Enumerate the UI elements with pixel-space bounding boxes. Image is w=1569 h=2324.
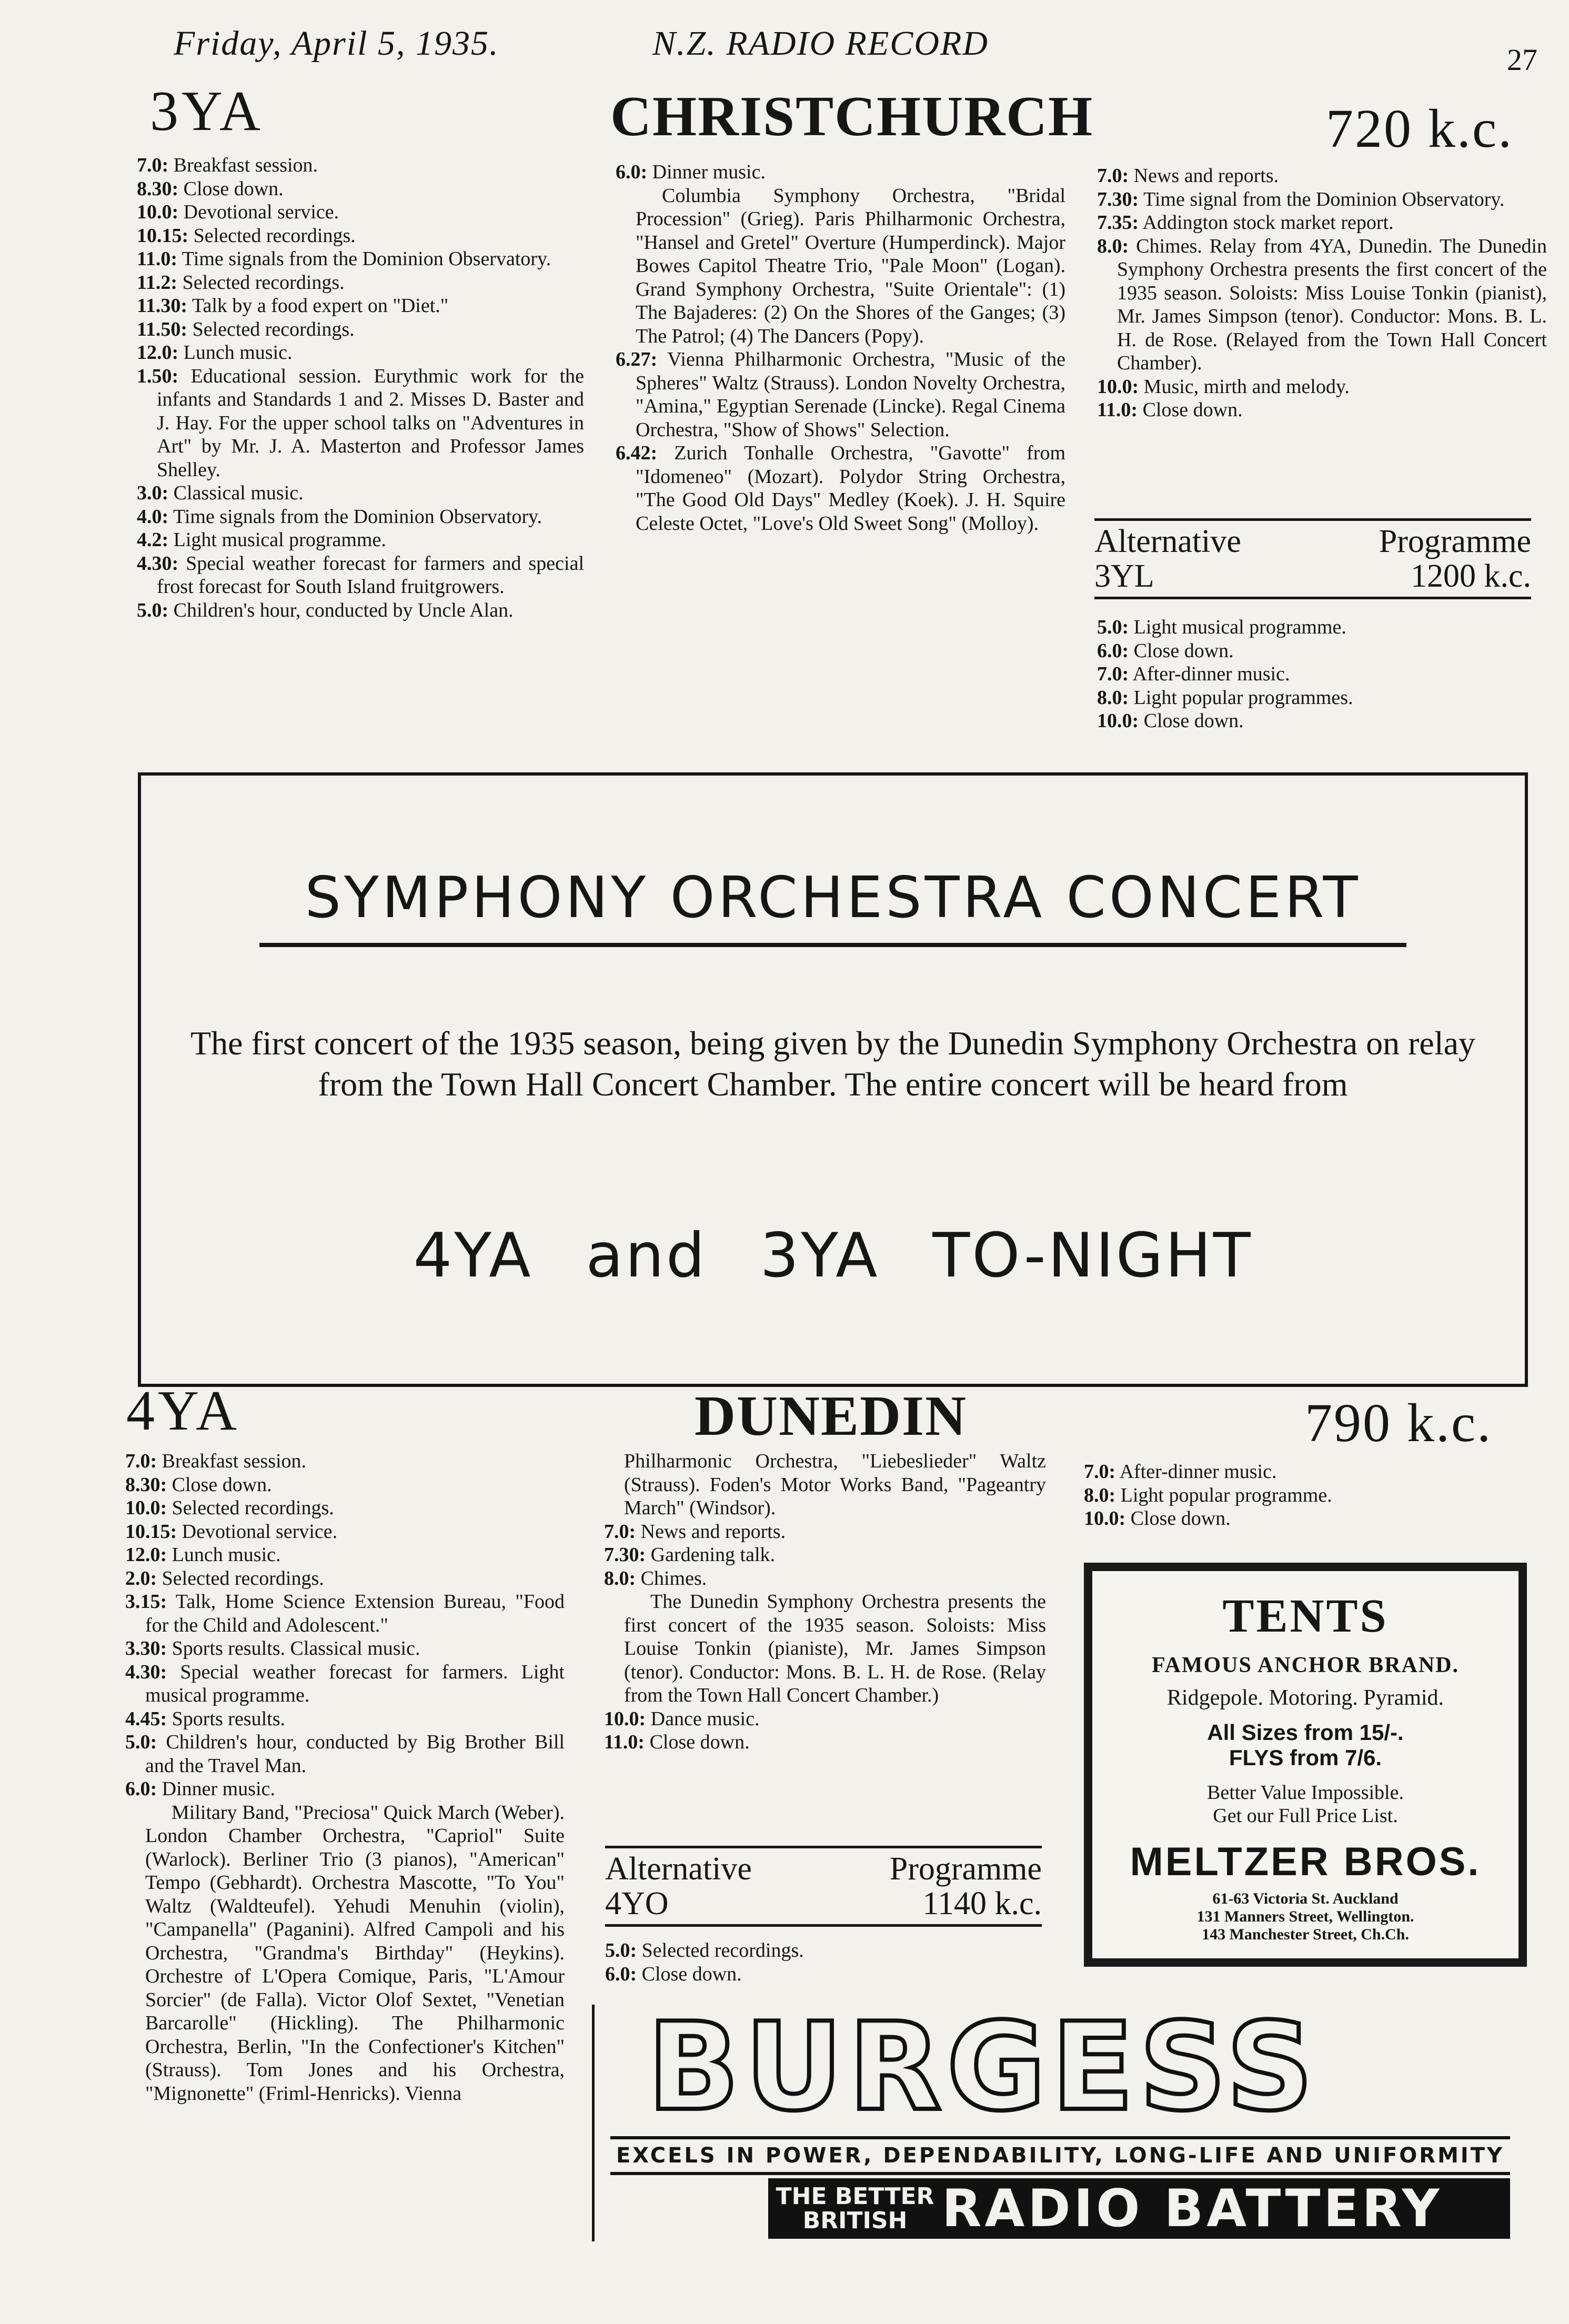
dunedin-city-heading: DUNEDIN [695,1385,968,1447]
schedule-time: 11.30: [137,295,188,317]
schedule-entry [1097,398,1547,422]
schedule-entry [1097,662,1534,686]
schedule-time: 7.30: [1097,188,1139,210]
schedule-text: Chimes. [640,1567,707,1589]
tents-flys-price: FLYS from 7/6. [1229,1745,1382,1770]
schedule-time: 7.35: [1097,212,1139,234]
schedule-time: 4.30: [125,1661,167,1683]
schedule-entry [1097,375,1547,399]
schedule-entry [1097,686,1534,710]
schedule-entry [125,1543,565,1567]
schedule-entry [137,271,584,295]
schedule-text: Close down. [172,1473,272,1496]
schedule-entry [125,1637,565,1661]
schedule-entry [125,1473,565,1497]
schedule-entry [137,200,584,224]
schedule-text: Time signal from the Dominion Observatory. [1143,188,1505,210]
christchurch-col2 [616,160,1065,535]
schedule-entry [137,552,584,599]
tents-brand: FAMOUS ANCHOR BRAND. [1151,1653,1460,1677]
schedule-time: 2.0: [125,1567,157,1589]
schedule-time: 6.0: [616,161,648,183]
tonight-3ya: 3YA [760,1220,880,1291]
schedule-text: Zurich Tonhalle Orchestra, "Gavotte" from "Idomeneo" (Mozart). Polydor String Orchestra, "The Good Old Days" Medley (Koek). J. H. Squire Celeste Octet, "Love's Old Sweet Song" (Molloy). [636,442,1065,535]
schedule-time: 4.45: [125,1707,167,1730]
schedule-entry [137,318,584,341]
schedule-text: Close down. [1130,1507,1231,1530]
tents-advertisement [1084,1563,1527,1967]
symphony-concert-box [138,772,1528,1387]
schedule-entry [1097,616,1534,639]
schedule-entry [605,1939,1042,1963]
schedule-text: Time signals from the Dominion Observatory. [182,248,551,270]
schedule-entry [604,1543,1046,1567]
schedule-text: Selected recordings. [182,271,345,294]
burgess-radio-battery: RADIO BATTERY [942,2178,1443,2239]
schedule-entry [1097,639,1534,663]
schedule-time: 8.30: [137,177,179,200]
schedule-entry [616,160,1065,184]
schedule-text: Devotional service. [183,201,339,223]
alt-label-left: Alternative [605,1851,752,1887]
schedule-entry [1097,211,1547,235]
schedule-detail: Military Band, "Preciosa" Quick March (Weber). London Chamber Orchestra, "Capriol" Suite (Warlock). Berliner Trio (3 pianos), "American" Tempo (Gebhardt). Orchestra Mascotte, "To You" Waltz (Waldteufel). Yehudi Menuhin (violin), "Campanella" (Paganini). Alfred Campoli and his Orchestra, "Grandma's Birthday" (Heykins). Orchestre of L'Opera Comique, Paris, "L'Amour Sorcier" (de Falla). Victor Olof Sextet, "Venetian Barcarolle" (Hickling). The Philharmonic Orchestra, Berlin, "In the Confectioner's Kitchen" (Strauss). Tom Jones and his Orchestra, "Mignonette" (Friml-Henricks). Vienna [145,1801,565,2105]
schedule-text: News and reports. [640,1520,786,1543]
schedule-entry [137,599,584,622]
schedule-entry [137,365,584,482]
schedule-text: Lunch music. [172,1544,281,1566]
schedule-entry [137,294,584,318]
schedule-entry [125,1731,565,1777]
schedule-time: 10.0: [137,201,179,223]
schedule-text: Close down. [183,177,284,200]
schedule-time: 7.0: [604,1520,636,1543]
schedule-text: Special weather forecast for farmers and special frost forecast for South Island fruitgrowers. [157,552,584,598]
dunedin-call-sign: 4YA [126,1380,240,1442]
schedule-entry [137,341,584,365]
schedule-entry [125,1661,565,1707]
schedule-text: Breakfast session. [162,1450,307,1472]
tents-address-auckland: 61-63 Victoria St. Auckland [1212,1890,1399,1907]
schedule-time: 10.0: [125,1497,167,1519]
schedule-text: Classical music. [173,482,304,504]
symphony-tonight [141,1220,1525,1291]
schedule-entry [137,505,584,529]
schedule-text: Talk by a food expert on "Diet." [192,295,449,317]
schedule-text: Addington stock market report. [1142,212,1394,234]
christchurch-col3 [1097,164,1547,422]
dunedin-col3 [1084,1460,1526,1531]
burgess-small-2: BRITISH [802,2207,908,2234]
schedule-time: 1.50: [137,365,179,387]
schedule-text: Gardening talk. [650,1544,776,1566]
schedule-time: 11.0: [604,1731,645,1753]
schedule-time: 10.15: [125,1520,177,1543]
schedule-text: Time signals from the Dominion Observatory. [173,505,542,528]
schedule-entry [125,1567,565,1591]
dunedin-col2 [604,1450,1046,1754]
schedule-entry [125,1450,565,1473]
schedule-text: News and reports. [1133,165,1279,187]
schedule-time: 7.30: [604,1544,646,1566]
alternative-4yo-list [605,1939,1042,1986]
alternative-programme-3yl [1094,518,1531,599]
schedule-text: Sports results. [172,1707,286,1730]
alt-call-sign: 3YL [1094,558,1154,594]
schedule-text: Selected recordings. [162,1567,324,1589]
burgess-advertisement [592,1997,1518,2241]
tents-types: Ridgepole. Motoring. Pyramid. [1166,1686,1444,1710]
schedule-entry [1097,188,1547,212]
symphony-title-rule [259,943,1406,947]
schedule-text: Educational session. Eurythmic work for the infants and Standards 1 and 2. Misses D. Baster and J. Hay. For the upper school talks on "Adventures in Art" by Mr. J. A. Masterton and Professor James Shelley. [157,365,585,481]
schedule-entry [1097,164,1547,188]
schedule-text: Children's hour, conducted by Uncle Alan. [173,599,514,621]
schedule-time: 6.27: [616,348,658,370]
schedule-entry [137,528,584,552]
publication-title: N.Z. RADIO RECORD [652,24,989,63]
alt-frequency: 1200 k.c. [1410,558,1531,594]
schedule-entry [125,1777,565,1801]
schedule-time: 10.15: [137,224,189,247]
tents-value: Better Value Impossible. [1207,1782,1404,1804]
schedule-text: Special weather forecast for farmers. Light musical programme. [145,1661,565,1706]
schedule-text: Light popular programmes. [1133,686,1353,709]
burgess-tagline: EXCELS IN POWER, DEPENDABILITY, LONG-LIFE AND UNIFORMITY [610,2136,1510,2175]
schedule-time: 8.0: [1097,235,1129,257]
schedule-text: Lunch music. [183,341,293,364]
schedule-time: 3.30: [125,1637,167,1659]
schedule-text: Close down. [1143,710,1244,732]
schedule-time: 8.30: [125,1473,167,1496]
schedule-text: Music, mirth and melody. [1143,375,1350,398]
alt-label-right: Programme [889,1851,1042,1887]
schedule-time: 8.0: [1097,686,1129,709]
schedule-time: 4.30: [137,552,179,575]
tents-price-list: Get our Full Price List. [1213,1805,1398,1827]
schedule-time: 7.0: [125,1450,157,1472]
schedule-text: Devotional service. [182,1520,338,1543]
christchurch-city-heading: CHRISTCHURCH [610,85,1094,148]
alt-frequency: 1140 k.c. [922,1886,1042,1921]
tents-company: MELTZER BROS. [1130,1839,1481,1884]
schedule-text: Children's hour, conducted by Big Brother Bill and the Travel Man. [145,1731,565,1777]
schedule-time: 11.0: [1097,399,1138,421]
dunedin-frequency: 790 k.c. [1305,1393,1493,1453]
burgess-logo: BURGESS [647,1997,1319,2138]
schedule-text: Sports results. Classical music. [172,1637,420,1659]
issue-date: Friday, April 5, 1935. [174,24,499,63]
tonight-4ya: 4YA [413,1220,533,1291]
schedule-entry [137,154,584,177]
schedule-entry [1084,1484,1526,1507]
schedule-text: Close down. [641,1963,742,1985]
schedule-text: Selected recordings. [172,1497,334,1519]
schedule-time: 6.0: [125,1778,157,1800]
schedule-text: Selected recordings. [193,224,356,247]
schedule-text: Light musical programme. [1133,616,1346,638]
schedule-time: 6.42: [616,442,658,464]
schedule-time: 10.0: [1097,710,1139,732]
schedule-entry [604,1707,1046,1731]
schedule-detail: The Dunedin Symphony Orchestra presents the first concert of the 1935 season. Soloists: Miss Louise Tonkin (pianiste), Mr. James Simpson (tenor). Conductor: Mons. B. L. H. de Rose. (Relay from the Town Hall Concert Chamber.) [624,1591,1046,1706]
burgess-band [768,2178,1510,2239]
page-number: 27 [1507,43,1537,77]
schedule-time: 4.0: [137,505,169,528]
alternative-programme-4yo [605,1846,1042,1927]
tonight-and: and [586,1220,707,1291]
schedule-time: 3.0: [137,482,169,504]
schedule-text: Light musical programme. [173,529,386,551]
schedule-entry [616,348,1065,441]
schedule-text: Selected recordings. [641,1939,804,1961]
schedule-time: 7.0: [137,154,169,176]
schedule-text: Light popular programme. [1120,1484,1332,1506]
alt-call-sign: 4YO [605,1886,669,1921]
schedule-detail: Philharmonic Orchestra, "Liebeslieder" Waltz (Strauss). Foden's Motor Works Band, "Pageantry March" (Windsor). [624,1450,1046,1519]
schedule-time: 5.0: [1097,616,1129,638]
schedule-time: 8.0: [604,1567,636,1589]
christchurch-frequency: 720 k.c. [1326,98,1514,159]
schedule-time: 6.0: [1097,639,1129,662]
schedule-time: 12.0: [125,1544,167,1566]
schedule-time: 7.0: [1097,663,1129,685]
schedule-entry [604,1731,1046,1754]
schedule-entry [137,247,584,271]
tonight-label: TO-NIGHT [932,1220,1253,1291]
schedule-time: 8.0: [1084,1484,1116,1506]
schedule-time: 5.0: [605,1939,637,1961]
christchurch-col1 [137,154,584,622]
tents-address-christchurch: 143 Manchester Street, Ch.Ch. [1202,1926,1409,1943]
schedule-text: Breakfast session. [173,154,318,176]
schedule-text: Vienna Philharmonic Orchestra, "Music of the Spheres" Waltz (Strauss). London Novelty Orchestra, "Amina," Egyptian Serenade (Lincke). Regal Cinema Orchestra, "Show of Shows" Selection. [636,348,1065,441]
schedule-entry [1097,709,1534,733]
schedule-text: Close down. [649,1731,750,1753]
burgess-small-1: THE BETTER [776,2182,934,2210]
symphony-body: The first concert of the 1935 season, being given by the Dunedin Symphony Orchestra on relay from the Town Hall Concert Chamber. The entire concert will be heard from [190,1024,1476,1103]
schedule-entry [125,1520,565,1544]
symphony-title: SYMPHONY ORCHESTRA CONCERT [305,865,1361,931]
schedule-time: 10.0: [1084,1507,1126,1530]
tents-price: All Sizes from 15/-. [1207,1720,1404,1745]
schedule-entry [137,481,584,505]
dunedin-col1 [125,1450,565,2105]
schedule-text: Talk, Home Science Extension Bureau, "Food for the Child and Adolescent." [145,1591,565,1636]
alt-label-right: Programme [1379,524,1531,559]
christchurch-call-sign: 3YA [150,80,264,143]
schedule-time: 6.0: [605,1963,637,1985]
schedule-text: Close down. [1133,639,1234,662]
burgess-better-british [768,2182,942,2234]
schedule-entry [125,1707,565,1731]
schedule-time: 7.0: [1084,1461,1116,1483]
schedule-time: 10.0: [1097,375,1139,398]
schedule-entry [616,441,1065,535]
schedule-entry [137,224,584,248]
schedule-entry [125,1496,565,1520]
schedule-time: 3.15: [125,1591,167,1613]
schedule-detail: Columbia Symphony Orchestra, "Bridal Procession" (Grieg). Paris Philharmonic Orchestra, "Hansel and Gretel" Overture (Humperdinck). Major Bowes Capitol Theatre Trio, "Pale Moon" (Logan). Grand Symphony Orchestra, "Suite Orientale": (1) The Bajaderes: (2) On the Shores of the Ganges; (3) The Patrol; (4) The Dancers (Popy). [636,184,1065,347]
schedule-text: After-dinner music. [1119,1461,1277,1483]
tents-address-wellington: 131 Manners Street, Wellington. [1196,1908,1414,1925]
schedule-text: After-dinner music. [1132,663,1290,685]
schedule-entry [605,1963,1042,1986]
schedule-entry [1084,1507,1526,1531]
schedule-text: Close down. [1142,399,1243,421]
alternative-3yl-list [1097,616,1534,733]
schedule-entry [1084,1460,1526,1484]
schedule-text: Dinner music. [162,1778,275,1800]
schedule-time: 12.0: [137,341,179,364]
schedule-time: 11.0: [137,248,178,270]
schedule-text: Dinner music. [652,161,766,183]
schedule-text: Selected recordings. [192,318,355,340]
schedule-text: Dance music. [650,1707,760,1730]
schedule-entry [604,1520,1046,1544]
schedule-time: 5.0: [125,1731,157,1753]
schedule-time: 5.0: [137,599,169,621]
schedule-time: 4.2: [137,529,169,551]
schedule-entry [1097,235,1547,375]
tents-title: TENTS [1222,1590,1389,1642]
alt-label-left: Alternative [1094,524,1241,559]
schedule-text: Chimes. Relay from 4YA, Dunedin. The Dunedin Symphony Orchestra presents the first concert of the 1935 season. Soloists: Miss Louise Tonkin (pianist), Mr. James Simpson (tenor). Conductor: Mons. B. L. H. de Rose. (Relayed from the Town Hall Concert Chamber). [1117,235,1547,374]
schedule-time: 10.0: [604,1707,646,1730]
schedule-time: 11.50: [137,318,188,340]
schedule-time: 11.2: [137,271,178,294]
schedule-entry [125,1590,565,1637]
schedule-entry [604,1567,1046,1591]
schedule-entry [137,177,584,201]
schedule-time: 7.0: [1097,165,1129,187]
